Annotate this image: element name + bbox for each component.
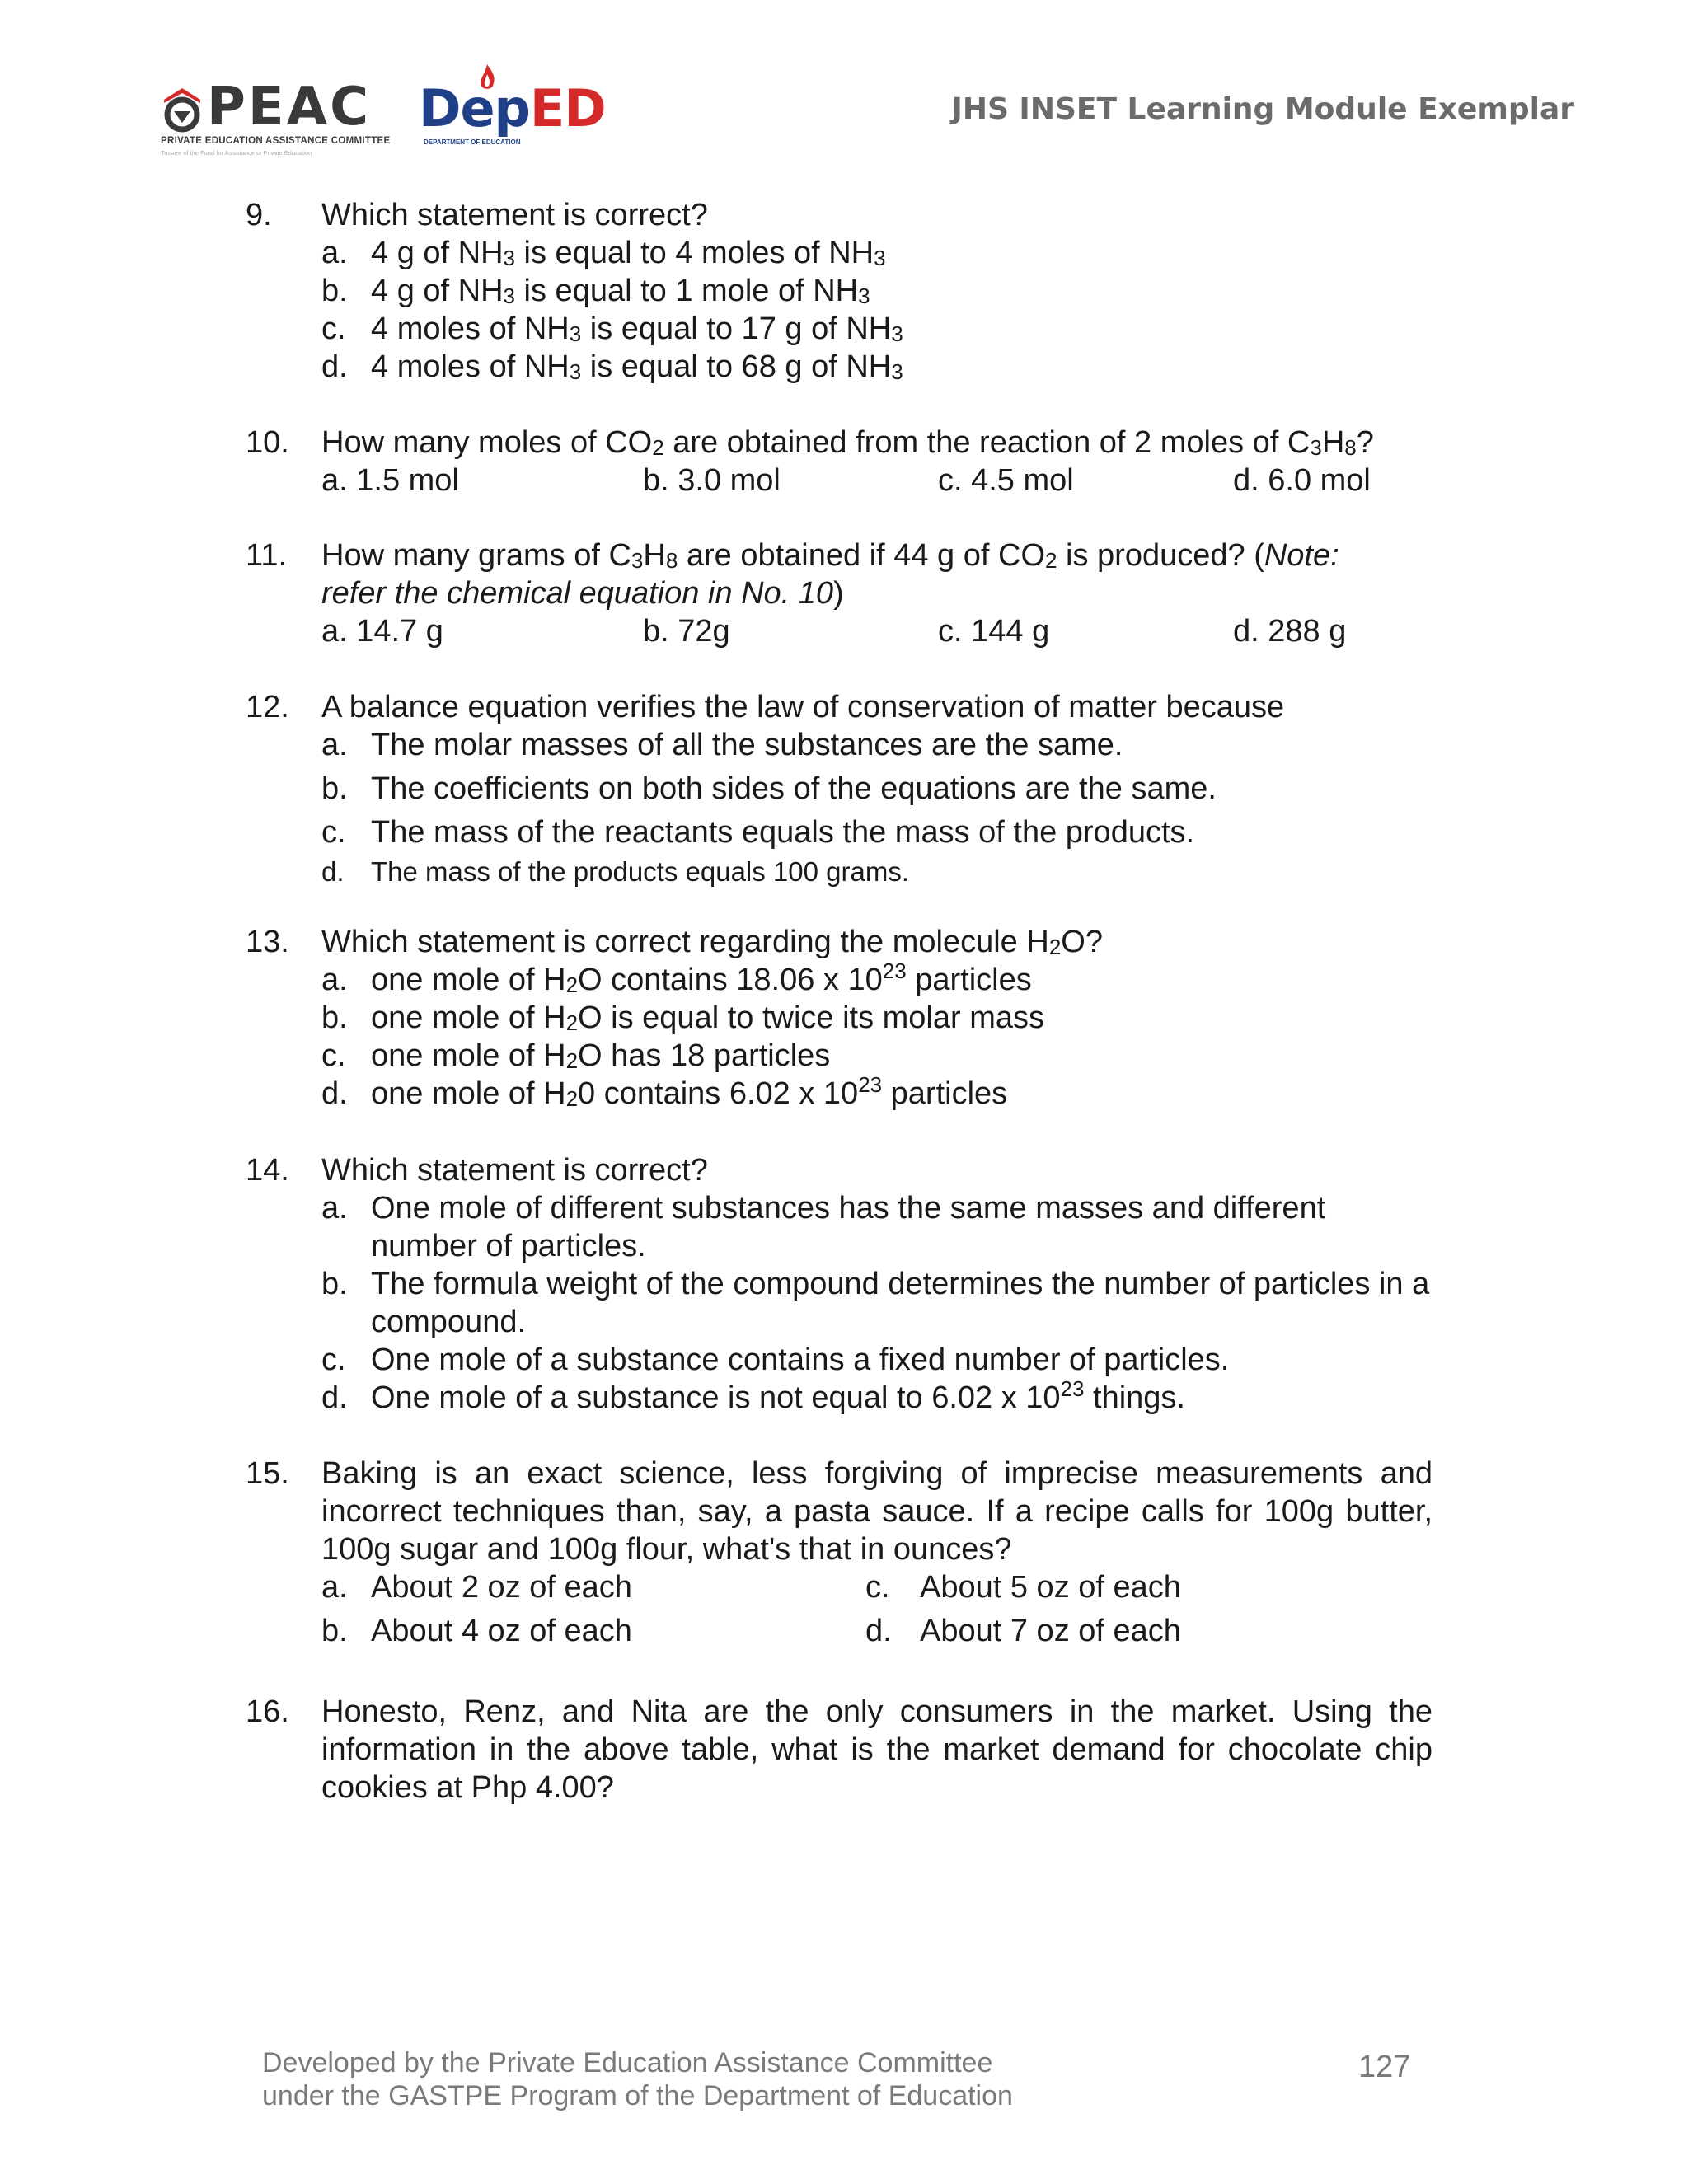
option-c: c. About 5 oz of each — [865, 1570, 1181, 1605]
question-stem: A balance equation verifies the law of conservation of matter because — [321, 690, 1285, 724]
question-number: 13. — [246, 925, 289, 959]
deped-ed: ED — [529, 78, 606, 138]
question-10 — [246, 424, 1432, 499]
options-row-2 — [321, 1612, 1432, 1656]
option-b: b. 4 g of $NH_3$ is equal to 1 mole of $NH_3$ — [321, 274, 870, 308]
question-13 — [246, 923, 1432, 1113]
footer-line-1: Developed by the Private Education Assistance Committee — [262, 2047, 993, 2079]
options-row-1 — [321, 1568, 1432, 1612]
note-label: Note: — [1264, 538, 1339, 573]
option-b: b. 72g — [643, 614, 730, 649]
question-stem: Which statement is correct regarding the molecule $H_2O$? — [321, 925, 1103, 959]
question-stem: Which statement is correct? — [321, 198, 708, 232]
deped-subtitle: DEPARTMENT OF EDUCATION — [424, 138, 521, 146]
question-number: 12. — [246, 690, 289, 724]
question-12 — [246, 688, 1432, 891]
question-16 — [246, 1693, 1432, 1807]
option-a: a. About 2 oz of each — [321, 1570, 632, 1605]
deped-wordmark — [419, 78, 606, 138]
option-d: d. 4 moles of $NH_3$ is equal to 68 g of $NH_3$ — [321, 349, 903, 384]
option-c: c. one mole of $H_2O$ has 18 particles — [321, 1038, 831, 1073]
option-d: d. The mass of the products equals 100 grams. — [321, 856, 910, 887]
module-title: JHS INSET Learning Module Exemplar — [951, 92, 1574, 126]
page-number: 127 — [1358, 2050, 1411, 2084]
question-number: 9. — [246, 198, 272, 232]
option-a: a. one mole of $H_2O$ contains 18.06 x $10^{23}$ particles — [321, 958, 1032, 997]
peac-logo — [161, 77, 391, 157]
page-header — [0, 0, 1688, 165]
option-d: d. one mole of $H_20$ contains 6.02 x $10^{23}$ particles — [321, 1072, 1008, 1111]
question-number: 16. — [246, 1694, 289, 1729]
note-text: refer the chemical equation in No. 10 — [321, 576, 834, 611]
option-b: b. The coefficients on both sides of the equations are the same. — [321, 771, 1217, 806]
page-footer — [262, 2046, 1013, 2112]
question-number: 11. — [246, 538, 288, 573]
option-a: a. The molar masses of all the substances are the same. — [321, 728, 1123, 762]
deped-dep: Dep — [419, 78, 530, 138]
option-b: b. About 4 oz of each — [321, 1614, 632, 1648]
question-stem: How many grams of $C_3H_8$ are obtained if 44 g of $CO_2$ is produced? (Note: refer the chemical equation in No. 10) — [321, 538, 1339, 611]
peac-emblem-icon — [161, 85, 204, 133]
option-a: a. 1.5 mol — [321, 463, 459, 498]
option-c: c. 4 moles of $NH_3$ is equal to 17 g of $NH_3$ — [321, 312, 903, 346]
peac-fullname: PRIVATE EDUCATION ASSISTANCE COMMITTEE — [161, 136, 391, 146]
options-row — [321, 612, 1432, 650]
deped-logo — [419, 64, 606, 155]
question-number: 10. — [246, 425, 289, 460]
option-a: a. One mole of different substances has the same masses and different number of particles. — [321, 1191, 1326, 1263]
option-a: a. 4 g of $NH_3$ is equal to 4 moles of $NH_3$ — [321, 236, 886, 270]
option-a: a. 14.7 g — [321, 614, 443, 649]
question-9 — [246, 196, 1432, 386]
question-stem: Honesto, Renz, and Nita are the only consumers in the market. Using the information in the above table, what is the market demand for chocolate chip cookies at Php 4.00? — [321, 1694, 1432, 1805]
question-number: 14. — [246, 1153, 289, 1188]
question-14 — [246, 1151, 1432, 1417]
option-c: c. The mass of the reactants equals the mass of the products. — [321, 815, 1195, 850]
peac-tagline: Trustee of the Fund for Assistance to Private Education — [161, 149, 312, 157]
option-d: d. One mole of a substance is not equal to 6.02 x $10^{23}$ things. — [321, 1376, 1185, 1415]
peac-wordmark: PEAC — [207, 77, 372, 138]
question-11 — [246, 537, 1432, 650]
question-number: 15. — [246, 1456, 289, 1491]
options-row — [321, 462, 1432, 499]
question-stem: Baking is an exact science, less forgiving of imprecise measurements and incorrect techniques than, say, a pasta sauce. If a recipe calls for 100g butter, 100g sugar and 100g flour, what's that in ounces? — [321, 1456, 1432, 1567]
option-d: d. 6.0 mol — [1233, 463, 1371, 498]
option-c: c. One mole of a substance contains a fixed number of particles. — [321, 1343, 1230, 1377]
option-b: b. 3.0 mol — [643, 463, 781, 498]
option-c: c. 144 g — [938, 614, 1050, 649]
option-d: d. About 7 oz of each — [865, 1614, 1181, 1648]
option-d: d. 288 g — [1233, 614, 1347, 649]
footer-line-2: under the GASTPE Program of the Department of Education — [262, 2080, 1013, 2111]
option-b: b. The formula weight of the compound determines the number of particles in a compound. — [321, 1267, 1430, 1339]
option-b: b. one mole of $H_2O$ is equal to twice its molar mass — [321, 1001, 1045, 1035]
option-c: c. 4.5 mol — [938, 463, 1074, 498]
question-stem: Which statement is correct? — [321, 1153, 708, 1188]
question-stem: How many moles of $CO_2$ are obtained from the reaction of 2 moles of $C_3H_8$? — [321, 425, 1374, 460]
question-15 — [246, 1455, 1432, 1656]
